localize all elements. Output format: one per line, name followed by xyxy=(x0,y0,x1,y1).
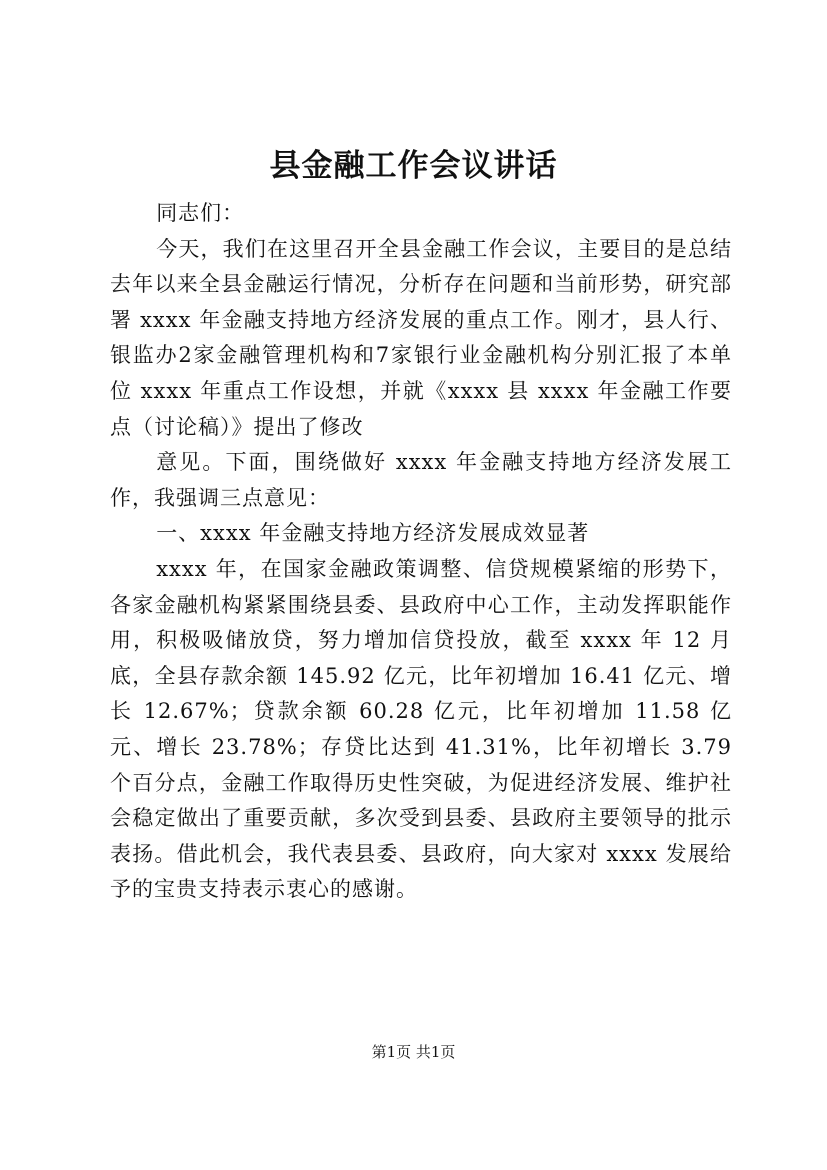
document-title: 县金融工作会议讲话 xyxy=(269,148,558,184)
opinion-paragraph: 意见。下面，围绕做好 xxxx 年金融支持地方经济发展工作，我强调三点意见： xyxy=(110,450,732,510)
intro-paragraph: 今天，我们在这里召开全县金融工作会议，主要目的是总结去年以来全县金融运行情况，分析存在问题和当前形势，研究部署 xxxx 年金融支持地方经济发展的重点工作。刚才，县人行、银监办2家金融管理机构和7家银行业金融机构分别汇报了本单位 xxxx 年重点工作设想，并就《xxxx 县 xxxx 年金融工作要点（讨论稿）》提出了修改 xyxy=(110,236,732,439)
achievement-paragraph: xxxx 年，在国家金融政策调整、信贷规模紧缩的形势下，各家金融机构紧紧围绕县委、县政府中心工作，主动发挥职能作用，积极吸储放贷，努力增加信贷投放，截至 xxxx 年 12 月底，全县存款余额 145.92 亿元，比年初增加 16.41 亿元、增长 12.67%；贷款余额 60.28 亿元，比年初增加 11.58 亿元、增长 23.78%；存贷比达到 41.31%，比年初增长 3.79 个百分点，金融工作取得历史性突破，为促进经济发展、维护社会稳定做出了重要贡献，多次受到县委、县政府主要领导的批示表扬。借此机会，我代表县委、县政府，向大家对 xxxx 发展给予的宝贵支持表示衷心的感谢。 xyxy=(110,556,732,902)
salutation-paragraph: 同志们： xyxy=(156,201,245,225)
page-footer: 第1页 共1页 xyxy=(371,1043,456,1061)
document-body xyxy=(110,196,732,908)
section-heading: 一、xxxx 年金融支持地方经济发展成效显著 xyxy=(156,521,590,546)
